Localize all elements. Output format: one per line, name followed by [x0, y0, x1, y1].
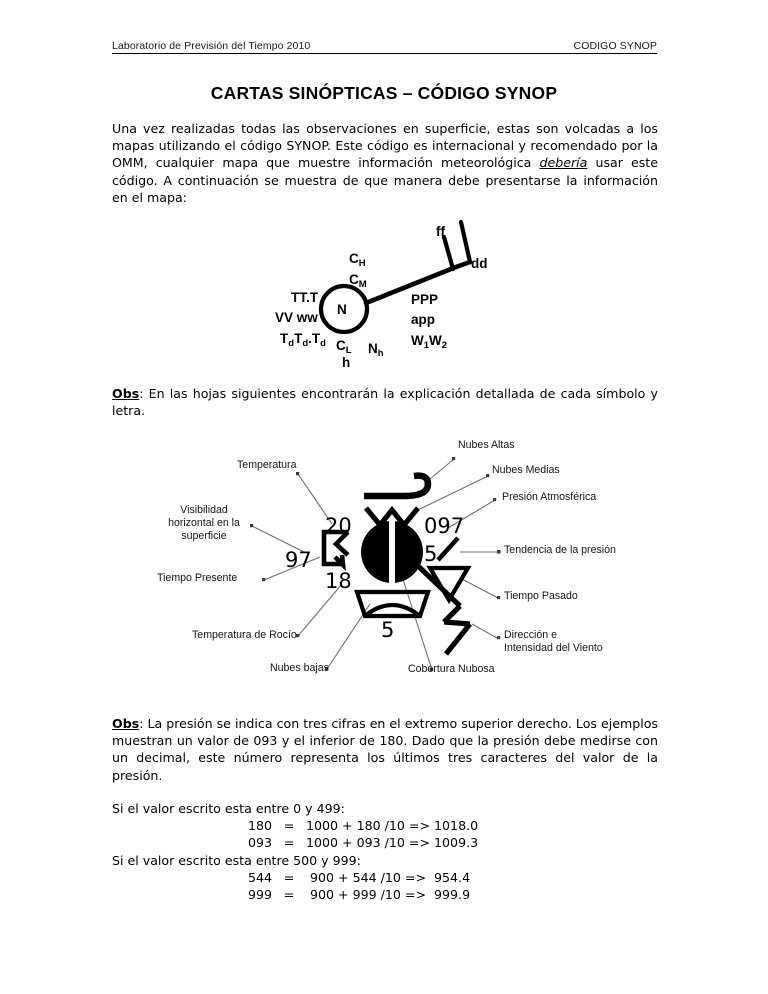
annotation-presion-atmosferica: Presión Atmosférica	[502, 491, 597, 503]
calc-equals: =	[283, 869, 295, 885]
low-cloud-symbol	[357, 592, 428, 616]
label-visibility-weather: VV ww	[275, 310, 318, 325]
annotation-tendencia-presion: Tendencia de la presión	[504, 544, 616, 556]
calc-heading-low: Si el valor escrito esta entre 0 y 499:	[112, 801, 345, 816]
obs-text-2: : La presión se indica con tres cifras en el extremo superior derecho. Los ejemplos muestran un valor de 093 y el inferior de 180. Dado que la presión debe medirse con un decimal, este número representa los últimos tres caracteres del valor de la presión.	[112, 716, 658, 783]
annotation-temperatura-rocio: Temperatura de Rocío	[192, 629, 297, 641]
paragraph-obs-2	[112, 715, 658, 784]
calc-rhs: 900 + 544 /10 => 954.4	[306, 869, 471, 885]
label-mid-cloud: $C_M$	[349, 272, 367, 290]
obs-text-1: : En las hojas siguientes encontrarán la explicación detallada de cada símbolo y letra.	[112, 386, 658, 419]
calc-lhs: 093	[247, 835, 272, 851]
figure-annotated-station-model	[152, 424, 672, 706]
value-low-cloud: 5	[381, 618, 395, 642]
label-low-cloud: $C_L$	[336, 338, 352, 356]
obs-label-1: Obs	[112, 386, 140, 401]
label-total-cloud: N	[337, 302, 347, 317]
calc-equals: =	[283, 835, 295, 851]
value-pressure-tendency: 5	[424, 542, 438, 566]
calc-rhs: 1000 + 180 /10 => 1018.0	[306, 818, 479, 834]
paragraph-intro-emphasis: debería	[539, 155, 588, 171]
calc-row	[112, 886, 658, 903]
annotation-nubes-medias: Nubes Medias	[492, 464, 560, 476]
calc-row	[112, 817, 658, 834]
wind-elbow	[456, 262, 470, 267]
annotation-visibilidad-line2: horizontal en la	[168, 517, 240, 529]
figure-station-model-skeleton	[258, 212, 526, 372]
label-high-cloud: $C_H$	[349, 251, 366, 269]
cloud-cover-symbol	[361, 521, 423, 583]
calc-lhs: 180	[247, 818, 272, 834]
label-cloud-height: h	[342, 355, 351, 370]
annotation-temperatura: Temperatura	[237, 459, 297, 471]
calc-row	[112, 869, 658, 886]
annotation-cobertura-nubosa: Cobertura Nubosa	[408, 663, 495, 675]
value-dewpoint: 18	[325, 569, 352, 593]
calc-rhs: 900 + 999 /10 => 999.9	[306, 887, 471, 903]
label-cloud-amount: $N_h$	[368, 341, 384, 359]
calc-lhs: 544	[247, 869, 272, 885]
label-pressure: PPP	[411, 292, 439, 307]
obs-label-2: Obs	[112, 716, 140, 731]
calc-equals: =	[283, 887, 295, 903]
label-dewpoint: $T_dT_d.T_d$	[280, 331, 326, 349]
label-wind-direction: dd	[471, 256, 488, 271]
value-pressure: 097	[424, 514, 465, 538]
annotation-tiempo-presente: Tiempo Presente	[157, 572, 238, 584]
wind-barb-outer	[461, 222, 470, 262]
annotation-visibilidad-line1: Visibilidad	[180, 504, 228, 516]
value-visibility: 97	[285, 548, 312, 572]
annotation-direccion-viento	[504, 629, 603, 655]
high-cloud-symbol	[364, 476, 428, 496]
annotation-direccion-viento-line1: Dirección e	[504, 629, 557, 641]
annotation-nubes-altas: Nubes Altas	[458, 439, 515, 451]
paragraph-obs-1	[112, 385, 658, 419]
calc-row	[112, 834, 658, 851]
running-header	[112, 40, 657, 54]
calc-rhs: 1000 + 093 /10 => 1009.3	[306, 835, 479, 851]
annotation-visibilidad-line3: superficie	[181, 530, 227, 542]
label-temperature: TT.T	[291, 290, 318, 305]
label-wind-speed: ff	[436, 224, 445, 239]
annotation-direccion-viento-line2: Intensidad del Viento	[504, 642, 603, 654]
value-temperature: 20	[325, 514, 352, 538]
running-header-right: CODIGO SYNOP	[573, 40, 657, 52]
label-pressure-tendency: app	[411, 312, 436, 327]
calc-heading-high: Si el valor escrito esta entre 500 y 999:	[112, 852, 361, 868]
calc-equals: =	[283, 818, 295, 834]
paragraph-intro-tail: usar este código. A continuación se muestra de que manera debe presentarse la información en el mapa:	[112, 155, 658, 205]
paragraph-intro-text: Una vez realizadas todas las observaciones en superficie, estas son volcadas a los mapas utilizando el código SYNOP. Este código es internacional y recomendado por la OMM, cualquier mapa que muestre información meteorológica	[112, 121, 658, 171]
label-past-weather: $W_1W_2$	[411, 333, 448, 351]
calculation-block	[112, 800, 658, 903]
wind-barb-inner	[444, 237, 453, 269]
annotation-visibilidad	[152, 504, 256, 543]
pressure-tendency-symbol	[438, 538, 458, 560]
paragraph-intro	[112, 120, 658, 206]
page-title: CARTAS SINÓPTICAS – CÓDIGO SYNOP	[210, 83, 558, 103]
annotation-nubes-bajas: Nubes bajas	[270, 662, 329, 674]
running-header-left: Laboratorio de Previsión del Tiempo 2010	[112, 40, 311, 52]
annotation-tiempo-pasado: Tiempo Pasado	[504, 590, 578, 602]
calc-lhs: 999	[247, 887, 272, 903]
